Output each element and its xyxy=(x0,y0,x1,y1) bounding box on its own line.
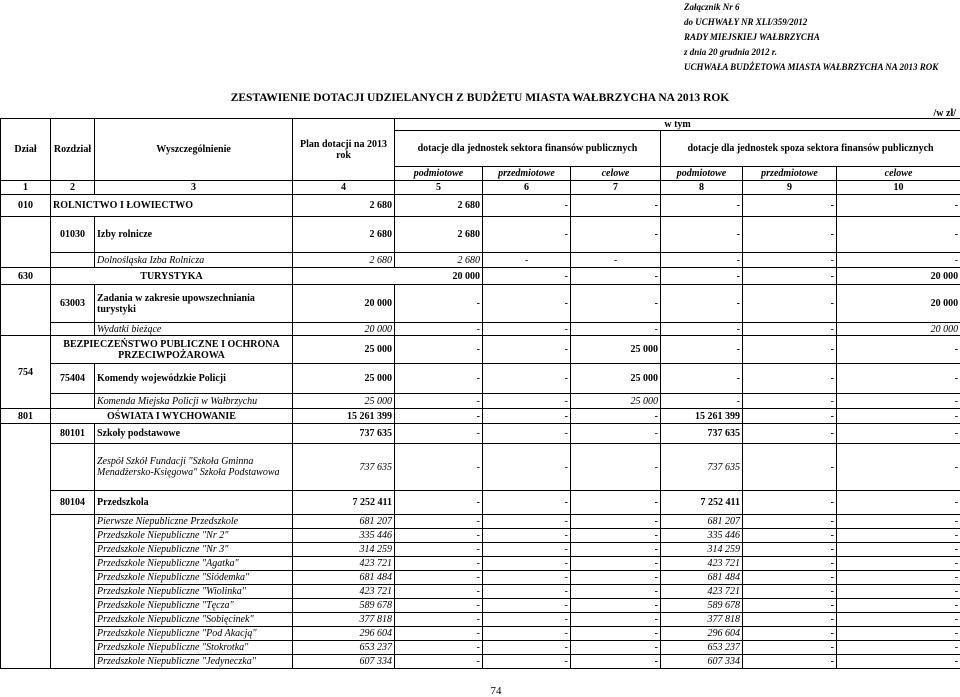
table-row-item: Przedszkole Niepubliczne "Agatka" 423 721 - - - 423 721 - - xyxy=(1,557,960,571)
table-row-rozdzial: 75404 Komendy wojewódzkie Policji 25 000 - - 25 000 - - - xyxy=(1,364,960,394)
table-row-dzial: 801 OŚWIATA I WYCHOWANIE 15 261 399 - - - 15 261 399 - - xyxy=(1,409,960,424)
table-row-item: Komenda Miejska Policji w Wałbrzychu 25 000 - - 25 000 - - - xyxy=(1,394,960,409)
header-sub: przedmiotowe xyxy=(483,167,571,181)
table-row-item: Przedszkole Niepubliczne "Pod Akacją" 296 604 - - - 296 604 - - xyxy=(1,627,960,641)
col-number: 5 xyxy=(395,181,483,195)
table-row-item: Przedszkole Niepubliczne "Nr 2" 335 446 - - - 335 446 - - xyxy=(1,529,960,543)
table-row-item: Przedszkole Niepubliczne "Sobięcinek" 377 818 - - - 377 818 - - xyxy=(1,613,960,627)
header-plan: Plan dotacji na 2013 rok xyxy=(293,119,395,181)
col-number: 9 xyxy=(743,181,837,195)
table-row-dzial: 010 ROLNICTWO I ŁOWIECTWO 2 680 2 680 - - - - - xyxy=(1,195,960,217)
table-row-rozdzial: 01030 Izby rolnicze 2 680 2 680 - - - - - xyxy=(1,217,960,253)
col-number: 2 xyxy=(51,181,95,195)
col-number: 10 xyxy=(837,181,960,195)
note-line: UCHWAŁA BUDŻETOWA MIASTA WAŁBRZYCHA NA 2013 ROK xyxy=(684,62,939,72)
col-number: 7 xyxy=(571,181,661,195)
subsidy-table xyxy=(0,118,960,669)
table-row-item: Przedszkole Niepubliczne "Tęcza" 589 678 - - - 589 678 - - xyxy=(1,599,960,613)
note-line: do UCHWAŁY NR XLI/359/2012 xyxy=(684,17,808,27)
note-line: z dnia 20 grudnia 2012 r. xyxy=(684,47,778,57)
header-rozdzial: Rozdział xyxy=(51,119,95,181)
table-row-rozdzial: 63003 Zadania w zakresie upowszechniania turystyki 20 000 - - - - - 20 000 xyxy=(1,285,960,323)
page-title: ZESTAWIENIE DOTACJI UDZIELANYCH Z BUDŻETU MIASTA WAŁBRZYCHA NA 2013 ROK xyxy=(230,92,730,104)
table-row-item: Pierwsze Niepubliczne Przedszkole 681 207 - - - 681 207 - - xyxy=(1,515,960,529)
table-row-item: Wydatki bieżące 20 000 - - - - - 20 000 xyxy=(1,323,960,336)
table-row-item: Zespół Szkół Fundacji "Szkoła Gminna Menadżersko-Księgowa" Szkoła Podstawowa 737 635 - - - 737 635 - - xyxy=(1,444,960,491)
table-row-item: Przedszkole Niepubliczne "Siódemka" 681 484 - - - 681 484 - - xyxy=(1,571,960,585)
header-group-outside: dotacje dla jednostek spoza sektora finansów publicznych xyxy=(661,131,960,167)
col-number: 1 xyxy=(1,181,51,195)
table-row-item: Dolnośląska Izba Rolnicza 2 680 2 680 - - - - - xyxy=(1,253,960,268)
table-row-rozdzial: 80101 Szkoły podstawowe 737 635 - - - 737 635 - - xyxy=(1,424,960,444)
col-number: 6 xyxy=(483,181,571,195)
table-row-item: Przedszkole Niepubliczne "Stokrotka" 653 237 - - - 653 237 - - xyxy=(1,641,960,655)
header-sub: podmiotowe xyxy=(395,167,483,181)
page-number: 74 xyxy=(490,685,502,697)
header-sub: celowe xyxy=(837,167,960,181)
header-group-sector: dotacje dla jednostek sektora finansów publicznych xyxy=(395,131,661,167)
header-sub: podmiotowe xyxy=(661,167,743,181)
header-wyszczegolnienie: Wyszczególnienie xyxy=(95,119,293,181)
col-number: 8 xyxy=(661,181,743,195)
col-number: 3 xyxy=(95,181,293,195)
header-dzial: Dział xyxy=(1,119,51,181)
table-row-item: Przedszkole Niepubliczne "Wiolinka" 423 721 - - - 423 721 - - xyxy=(1,585,960,599)
attachment-note xyxy=(684,0,938,75)
table-row-dzial: 630 TURYSTYKA 20 000 - - - - 20 000 xyxy=(1,268,960,285)
table-row-rozdzial: 80104 Przedszkola 7 252 411 - - - 7 252 411 - - xyxy=(1,491,960,515)
table-row-item: Przedszkole Niepubliczne "Nr 3" 314 259 - - - 314 259 - - xyxy=(1,543,960,557)
col-number: 4 xyxy=(293,181,395,195)
unit-label: /w zł/ xyxy=(933,108,956,119)
header-sub: przedmiotowe xyxy=(743,167,837,181)
note-line: Załącznik Nr 6 xyxy=(684,2,740,12)
table-row-dzial: 754 BEZPIECZEŃSTWO PUBLICZNE I OCHRONA PRZECIWPOŻAROWA 25 000 - - 25 000 - - - xyxy=(1,336,960,364)
header-sub: celowe xyxy=(571,167,661,181)
table-row-item: Przedszkole Niepubliczne "Jedyneczka" 607 334 - - - 607 334 - - xyxy=(1,655,960,669)
note-line: RADY MIEJSKIEJ WAŁBRZYCHA xyxy=(684,32,820,42)
header-w-tym: w tym xyxy=(395,119,960,131)
